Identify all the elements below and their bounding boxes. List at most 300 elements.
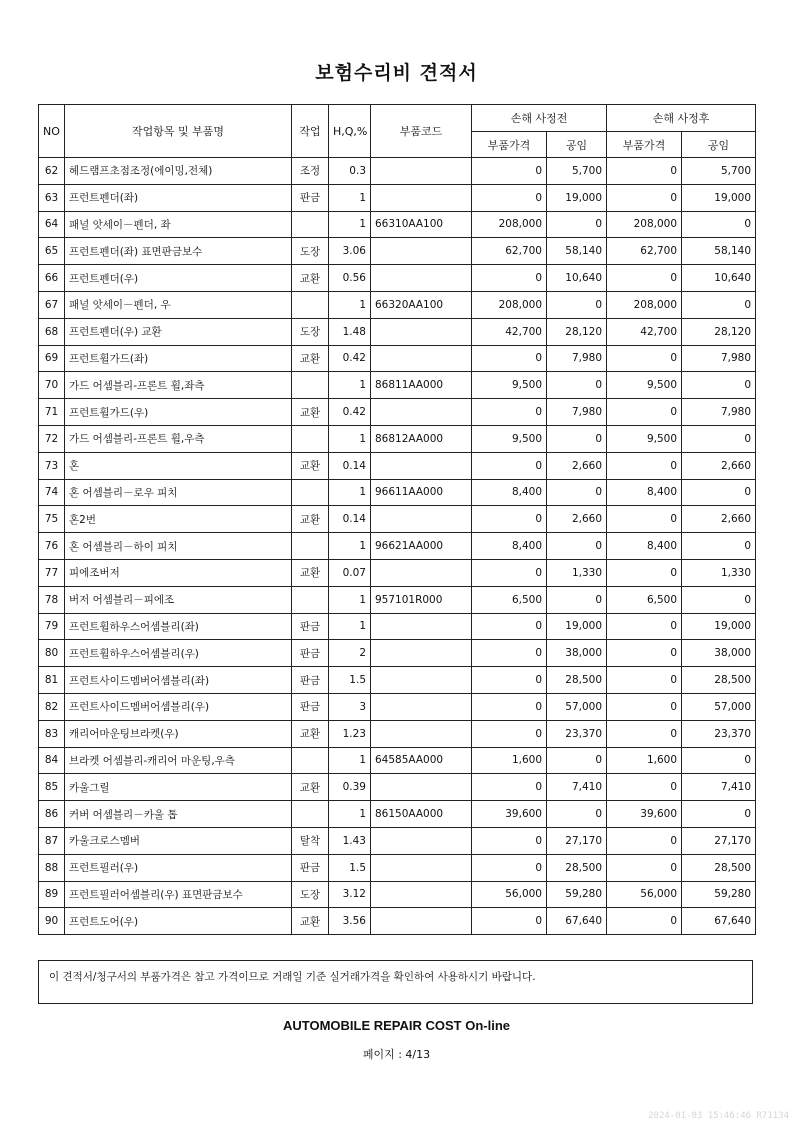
document-title: 보험수리비 견적서: [315, 62, 478, 84]
part-code: 86812AA000: [371, 425, 472, 452]
after-part-price: 0: [607, 399, 682, 426]
before-labor: 0: [547, 425, 607, 452]
before-part-price: 0: [472, 774, 547, 801]
header-no: NO: [39, 105, 65, 158]
row-number: 87: [39, 827, 65, 854]
part-code: [371, 774, 472, 801]
table-row: [39, 399, 756, 426]
after-part-price: 0: [607, 613, 682, 640]
work-type: 교환: [292, 506, 329, 533]
header-before-part-price: 부품가격: [472, 132, 547, 158]
item-name: 가드 어셈블리-프론트 휠,우측: [65, 425, 292, 452]
row-number: 62: [39, 158, 65, 185]
work-type: [292, 372, 329, 399]
before-labor: 0: [547, 372, 607, 399]
work-type: 교환: [292, 559, 329, 586]
after-labor: 7,980: [682, 345, 756, 372]
row-number: 74: [39, 479, 65, 506]
before-part-price: 42,700: [472, 318, 547, 345]
part-code: 64585AA000: [371, 747, 472, 774]
after-part-price: 0: [607, 452, 682, 479]
work-type: 탈착: [292, 827, 329, 854]
row-number: 83: [39, 720, 65, 747]
hq-value: 1.5: [329, 854, 371, 881]
table-row: [39, 345, 756, 372]
after-part-price: 0: [607, 693, 682, 720]
after-labor: 7,980: [682, 399, 756, 426]
after-part-price: 0: [607, 908, 682, 935]
part-code: 66320AA100: [371, 291, 472, 318]
table-row: [39, 559, 756, 586]
after-labor: 28,500: [682, 854, 756, 881]
part-code: [371, 720, 472, 747]
after-part-price: 62,700: [607, 238, 682, 265]
before-part-price: 0: [472, 452, 547, 479]
work-type: [292, 479, 329, 506]
after-part-price: 8,400: [607, 479, 682, 506]
table-row: [39, 506, 756, 533]
item-name: 프런트필러(우): [65, 854, 292, 881]
work-type: 도장: [292, 318, 329, 345]
hq-value: 0.42: [329, 345, 371, 372]
hq-value: 1: [329, 425, 371, 452]
row-number: 82: [39, 693, 65, 720]
after-part-price: 56,000: [607, 881, 682, 908]
before-part-price: 0: [472, 559, 547, 586]
row-number: 75: [39, 506, 65, 533]
table-row: [39, 211, 756, 238]
hq-value: 0.14: [329, 506, 371, 533]
part-code: [371, 827, 472, 854]
table-row: [39, 693, 756, 720]
before-labor: 0: [547, 747, 607, 774]
part-code: [371, 506, 472, 533]
row-number: 69: [39, 345, 65, 372]
after-part-price: 9,500: [607, 372, 682, 399]
header-after-labor: 공임: [682, 132, 756, 158]
before-part-price: 0: [472, 640, 547, 667]
after-labor: 19,000: [682, 184, 756, 211]
after-part-price: 0: [607, 506, 682, 533]
item-name: 카울그릴: [65, 774, 292, 801]
before-part-price: 0: [472, 399, 547, 426]
before-labor: 23,370: [547, 720, 607, 747]
page-number: 페이지 : 4/13: [362, 1048, 431, 1061]
item-name: 브라켓 어셈블리-캐리어 마운팅,우측: [65, 747, 292, 774]
part-code: [371, 908, 472, 935]
hq-value: 1.5: [329, 667, 371, 694]
item-name: 프런트펜더(우) 교환: [65, 318, 292, 345]
hq-value: 0.39: [329, 774, 371, 801]
work-type: 판금: [292, 184, 329, 211]
after-part-price: 0: [607, 774, 682, 801]
repair-estimate-table: [38, 104, 756, 935]
work-type: 교환: [292, 265, 329, 292]
header-after-assessment: 손해 사정후: [607, 105, 756, 132]
part-code: [371, 345, 472, 372]
before-labor: 1,330: [547, 559, 607, 586]
item-name: 혼 어셈블리－로우 피치: [65, 479, 292, 506]
work-type: [292, 747, 329, 774]
after-part-price: 0: [607, 640, 682, 667]
part-code: 957101R000: [371, 586, 472, 613]
footer-title: AUTOMOBILE REPAIR COST On-line: [282, 1018, 511, 1033]
after-part-price: 0: [607, 667, 682, 694]
table-row: [39, 908, 756, 935]
after-labor: 0: [682, 291, 756, 318]
row-number: 78: [39, 586, 65, 613]
hq-value: 1: [329, 747, 371, 774]
work-type: 판금: [292, 640, 329, 667]
table-row: [39, 238, 756, 265]
hq-value: 1: [329, 533, 371, 560]
before-part-price: 0: [472, 265, 547, 292]
before-part-price: 0: [472, 827, 547, 854]
row-number: 85: [39, 774, 65, 801]
before-labor: 28,120: [547, 318, 607, 345]
after-labor: 23,370: [682, 720, 756, 747]
before-part-price: 208,000: [472, 211, 547, 238]
part-code: [371, 399, 472, 426]
hq-value: 1: [329, 211, 371, 238]
after-labor: 0: [682, 801, 756, 828]
work-type: 교환: [292, 720, 329, 747]
table-row: [39, 479, 756, 506]
before-labor: 2,660: [547, 452, 607, 479]
before-labor: 58,140: [547, 238, 607, 265]
row-number: 84: [39, 747, 65, 774]
hq-value: 1: [329, 586, 371, 613]
after-labor: 0: [682, 533, 756, 560]
hq-value: 3.56: [329, 908, 371, 935]
hq-value: 1: [329, 801, 371, 828]
table-row: [39, 720, 756, 747]
row-number: 66: [39, 265, 65, 292]
part-code: [371, 318, 472, 345]
item-name: 프런트펜더(좌) 표면판금보수: [65, 238, 292, 265]
item-name: 혼2번: [65, 506, 292, 533]
before-labor: 19,000: [547, 613, 607, 640]
row-number: 72: [39, 425, 65, 452]
before-part-price: 56,000: [472, 881, 547, 908]
item-name: 프런트사이드멤버어셈블리(우): [65, 693, 292, 720]
before-labor: 27,170: [547, 827, 607, 854]
item-name: 캐리어마운팅브라켓(우): [65, 720, 292, 747]
work-type: [292, 801, 329, 828]
before-labor: 19,000: [547, 184, 607, 211]
before-part-price: 0: [472, 908, 547, 935]
work-type: 판금: [292, 667, 329, 694]
hq-value: 3.12: [329, 881, 371, 908]
after-part-price: 0: [607, 184, 682, 211]
work-type: 판금: [292, 693, 329, 720]
header-hq: H,Q,%: [329, 105, 371, 158]
after-labor: 0: [682, 425, 756, 452]
table-row: [39, 613, 756, 640]
before-part-price: 0: [472, 345, 547, 372]
after-part-price: 39,600: [607, 801, 682, 828]
part-code: [371, 238, 472, 265]
item-name: 프런트휠가드(좌): [65, 345, 292, 372]
before-part-price: 0: [472, 854, 547, 881]
before-labor: 0: [547, 291, 607, 318]
before-labor: 67,640: [547, 908, 607, 935]
row-number: 86: [39, 801, 65, 828]
work-type: 교환: [292, 399, 329, 426]
row-number: 79: [39, 613, 65, 640]
after-part-price: 0: [607, 345, 682, 372]
work-type: 도장: [292, 881, 329, 908]
work-type: 교환: [292, 774, 329, 801]
item-name: 프런트휠하우스어셈블리(좌): [65, 613, 292, 640]
part-code: [371, 613, 472, 640]
before-labor: 0: [547, 533, 607, 560]
after-labor: 1,330: [682, 559, 756, 586]
before-part-price: 0: [472, 506, 547, 533]
before-part-price: 1,600: [472, 747, 547, 774]
after-labor: 28,500: [682, 667, 756, 694]
row-number: 89: [39, 881, 65, 908]
header-part-code: 부품코드: [371, 105, 472, 158]
before-labor: 5,700: [547, 158, 607, 185]
item-name: 가드 어셈블리-프론트 휠,좌측: [65, 372, 292, 399]
work-type: 판금: [292, 854, 329, 881]
before-part-price: 0: [472, 667, 547, 694]
work-type: 교환: [292, 345, 329, 372]
row-number: 67: [39, 291, 65, 318]
after-labor: 0: [682, 586, 756, 613]
after-labor: 0: [682, 479, 756, 506]
part-code: 66310AA100: [371, 211, 472, 238]
part-code: [371, 854, 472, 881]
item-name: 버저 어셈블리－피에조: [65, 586, 292, 613]
table-row: [39, 827, 756, 854]
hq-value: 2: [329, 640, 371, 667]
table-row: [39, 854, 756, 881]
after-labor: 0: [682, 372, 756, 399]
item-name: 프런트휠가드(우): [65, 399, 292, 426]
row-number: 73: [39, 452, 65, 479]
after-labor: 0: [682, 211, 756, 238]
row-number: 63: [39, 184, 65, 211]
before-part-price: 62,700: [472, 238, 547, 265]
after-part-price: 8,400: [607, 533, 682, 560]
header-item: 작업항목 및 부품명: [65, 105, 292, 158]
after-part-price: 9,500: [607, 425, 682, 452]
item-name: 프런트펜더(좌): [65, 184, 292, 211]
table-row: [39, 425, 756, 452]
after-labor: 38,000: [682, 640, 756, 667]
item-name: 피에조버저: [65, 559, 292, 586]
before-labor: 0: [547, 211, 607, 238]
after-part-price: 1,600: [607, 747, 682, 774]
after-part-price: 0: [607, 559, 682, 586]
item-name: 커버 어셈블리－카울 톱: [65, 801, 292, 828]
before-labor: 0: [547, 479, 607, 506]
item-name: 혼: [65, 452, 292, 479]
part-code: 96611AA000: [371, 479, 472, 506]
row-number: 88: [39, 854, 65, 881]
work-type: 교환: [292, 908, 329, 935]
row-number: 90: [39, 908, 65, 935]
after-part-price: 6,500: [607, 586, 682, 613]
table-row: [39, 158, 756, 185]
row-number: 71: [39, 399, 65, 426]
header-before-assessment: 손해 사정전: [472, 105, 607, 132]
item-name: 프런트사이드멤버어셈블리(좌): [65, 667, 292, 694]
before-labor: 2,660: [547, 506, 607, 533]
work-type: [292, 533, 329, 560]
table-row: [39, 372, 756, 399]
item-name: 혼 어셈블리－하이 피치: [65, 533, 292, 560]
after-part-price: 0: [607, 720, 682, 747]
before-labor: 59,280: [547, 881, 607, 908]
hq-value: 0.42: [329, 399, 371, 426]
part-code: [371, 184, 472, 211]
after-labor: 19,000: [682, 613, 756, 640]
work-type: [292, 291, 329, 318]
hq-value: 1: [329, 184, 371, 211]
after-labor: 5,700: [682, 158, 756, 185]
table-row: [39, 801, 756, 828]
print-timestamp: 2024-01-03 15:46:46 R71134: [648, 1111, 789, 1121]
after-labor: 7,410: [682, 774, 756, 801]
part-code: [371, 265, 472, 292]
table-row: [39, 747, 756, 774]
before-part-price: 6,500: [472, 586, 547, 613]
work-type: [292, 586, 329, 613]
header-after-part-price: 부품가격: [607, 132, 682, 158]
after-part-price: 208,000: [607, 211, 682, 238]
part-code: [371, 452, 472, 479]
after-part-price: 208,000: [607, 291, 682, 318]
before-part-price: 208,000: [472, 291, 547, 318]
item-name: 프런트펜더(우): [65, 265, 292, 292]
table-row: [39, 640, 756, 667]
row-number: 64: [39, 211, 65, 238]
before-part-price: 39,600: [472, 801, 547, 828]
before-labor: 28,500: [547, 667, 607, 694]
item-name: 프런트필러어셈블리(우) 표면판금보수: [65, 881, 292, 908]
row-number: 70: [39, 372, 65, 399]
item-name: 헤드램프초점조정(에이밍,전체): [65, 158, 292, 185]
hq-value: 1.48: [329, 318, 371, 345]
after-part-price: 42,700: [607, 318, 682, 345]
hq-value: 1: [329, 479, 371, 506]
after-labor: 0: [682, 747, 756, 774]
after-labor: 59,280: [682, 881, 756, 908]
hq-value: 3: [329, 693, 371, 720]
before-part-price: 0: [472, 720, 547, 747]
before-part-price: 0: [472, 184, 547, 211]
table-row: [39, 533, 756, 560]
after-labor: 2,660: [682, 452, 756, 479]
work-type: 판금: [292, 613, 329, 640]
after-labor: 27,170: [682, 827, 756, 854]
after-labor: 67,640: [682, 908, 756, 935]
part-code: [371, 693, 472, 720]
table-row: [39, 667, 756, 694]
after-part-price: 0: [607, 158, 682, 185]
header-before-labor: 공임: [547, 132, 607, 158]
before-part-price: 0: [472, 613, 547, 640]
before-part-price: 0: [472, 158, 547, 185]
item-name: 카울크로스멤버: [65, 827, 292, 854]
work-type: 교환: [292, 452, 329, 479]
after-part-price: 0: [607, 265, 682, 292]
row-number: 68: [39, 318, 65, 345]
hq-value: 1: [329, 372, 371, 399]
price-notice: 이 견적서/청구서의 부품가격은 참고 가격이므로 거래일 기준 실거래가격을 확인하여 사용하시기 바랍니다.: [38, 960, 753, 1004]
header-work: 작업: [292, 105, 329, 158]
before-labor: 0: [547, 801, 607, 828]
item-name: 패널 앗세이－펜더, 우: [65, 291, 292, 318]
row-number: 77: [39, 559, 65, 586]
hq-value: 1.43: [329, 827, 371, 854]
work-type: 조정: [292, 158, 329, 185]
hq-value: 1: [329, 291, 371, 318]
after-labor: 28,120: [682, 318, 756, 345]
table-row: [39, 774, 756, 801]
before-part-price: 8,400: [472, 533, 547, 560]
before-labor: 7,410: [547, 774, 607, 801]
before-labor: 57,000: [547, 693, 607, 720]
after-labor: 57,000: [682, 693, 756, 720]
after-part-price: 0: [607, 854, 682, 881]
part-code: 96621AA000: [371, 533, 472, 560]
table-row: [39, 291, 756, 318]
part-code: [371, 667, 472, 694]
hq-value: 3.06: [329, 238, 371, 265]
item-name: 패널 앗세이－펜더, 좌: [65, 211, 292, 238]
row-number: 80: [39, 640, 65, 667]
part-code: [371, 640, 472, 667]
table-row: [39, 586, 756, 613]
hq-value: 0.3: [329, 158, 371, 185]
row-number: 76: [39, 533, 65, 560]
hq-value: 0.14: [329, 452, 371, 479]
after-labor: 2,660: [682, 506, 756, 533]
hq-value: 1.23: [329, 720, 371, 747]
part-code: [371, 881, 472, 908]
table-row: [39, 184, 756, 211]
work-type: [292, 211, 329, 238]
item-name: 프런트도어(우): [65, 908, 292, 935]
table-row: [39, 452, 756, 479]
hq-value: 0.07: [329, 559, 371, 586]
part-code: 86811AA000: [371, 372, 472, 399]
row-number: 81: [39, 667, 65, 694]
table-body: [39, 158, 756, 935]
hq-value: 0.56: [329, 265, 371, 292]
after-labor: 10,640: [682, 265, 756, 292]
hq-value: 1: [329, 613, 371, 640]
table-row: [39, 318, 756, 345]
item-name: 프런트휠하우스어셈블리(우): [65, 640, 292, 667]
before-part-price: 9,500: [472, 425, 547, 452]
row-number: 65: [39, 238, 65, 265]
part-code: [371, 559, 472, 586]
table-row: [39, 881, 756, 908]
before-labor: 28,500: [547, 854, 607, 881]
work-type: [292, 425, 329, 452]
part-code: 86150AA000: [371, 801, 472, 828]
before-labor: 0: [547, 586, 607, 613]
after-part-price: 0: [607, 827, 682, 854]
after-labor: 58,140: [682, 238, 756, 265]
before-labor: 7,980: [547, 345, 607, 372]
part-code: [371, 158, 472, 185]
